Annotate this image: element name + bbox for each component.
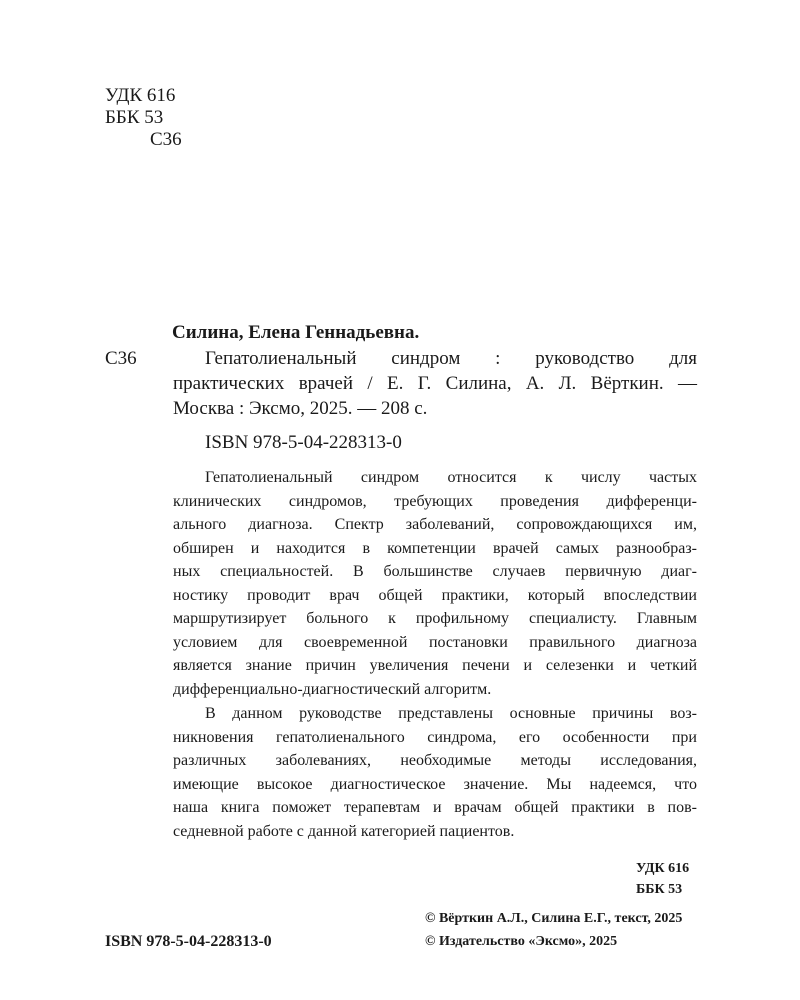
abstract-line: никновения гепатолиенального синдрома, его особенности при bbox=[173, 728, 697, 746]
description-line: Москва : Эксмо, 2025. — 208 с. bbox=[173, 398, 428, 419]
author-mark: С36 bbox=[150, 129, 182, 150]
abstract-line: наша книга поможет терапевтам и врачам общей практики в пов- bbox=[173, 799, 697, 816]
abstract-line: имеющие высокое диагностическое значение. Мы надеемся, что bbox=[173, 775, 697, 793]
copyright-publisher: © Издательство «Эксмо», 2025 bbox=[425, 934, 618, 949]
footer-isbn: ISBN 978-5-04-228313-0 bbox=[105, 933, 272, 950]
abstract-line: В данном руководстве представлены основные причины воз- bbox=[205, 705, 697, 722]
abstract-line: дифференциально-диагностический алгоритм. bbox=[173, 680, 492, 698]
description-line: практических врачей / Е. Г. Силина, А. Л. Вёрткин. — bbox=[173, 373, 697, 394]
bbk-code: ББК 53 bbox=[105, 107, 164, 128]
description-line: Гепатолиенальный синдром : руководство для bbox=[205, 348, 697, 369]
abstract-line: Гепатолиенальный синдром относится к числу частых bbox=[205, 469, 697, 486]
abstract-line: условием для своевременной постановки правильного диагноза bbox=[173, 633, 697, 651]
abstract-line: седневной работе с данной категорией пациентов. bbox=[173, 822, 515, 840]
footer-bbk: ББК 53 bbox=[636, 882, 683, 897]
abstract-line: маршрутизирует больного к профильному специалисту. Главным bbox=[173, 610, 697, 627]
record-author-mark: С36 bbox=[105, 348, 137, 369]
abstract-line: обширен и находится в компетенции врачей самых разнообраз- bbox=[173, 539, 697, 557]
abstract-line: ального диагноза. Спектр заболеваний, сопровождающихся им, bbox=[173, 516, 697, 533]
udk-code: УДК 616 bbox=[105, 85, 176, 106]
abstract-line: ностику проводит врач общей практики, который впоследствии bbox=[173, 586, 697, 604]
isbn: ISBN 978-5-04-228313-0 bbox=[205, 432, 402, 453]
abstract-line: различных заболеваниях, необходимые методы исследования, bbox=[173, 752, 697, 769]
abstract-line: является знание причин увеличения печени и селезенки и четкий bbox=[173, 657, 697, 674]
footer-udk: УДК 616 bbox=[636, 861, 690, 876]
abstract-line: ных специальностей. В большинстве случаев первичную диаг- bbox=[173, 563, 697, 580]
copyright-authors: © Вёрткин А.Л., Силина Е.Г., текст, 2025 bbox=[425, 911, 683, 926]
abstract-line: клинических синдромов, требующих проведения дифференци- bbox=[173, 492, 697, 510]
author-heading: Силина, Елена Геннадьевна. bbox=[172, 322, 420, 343]
